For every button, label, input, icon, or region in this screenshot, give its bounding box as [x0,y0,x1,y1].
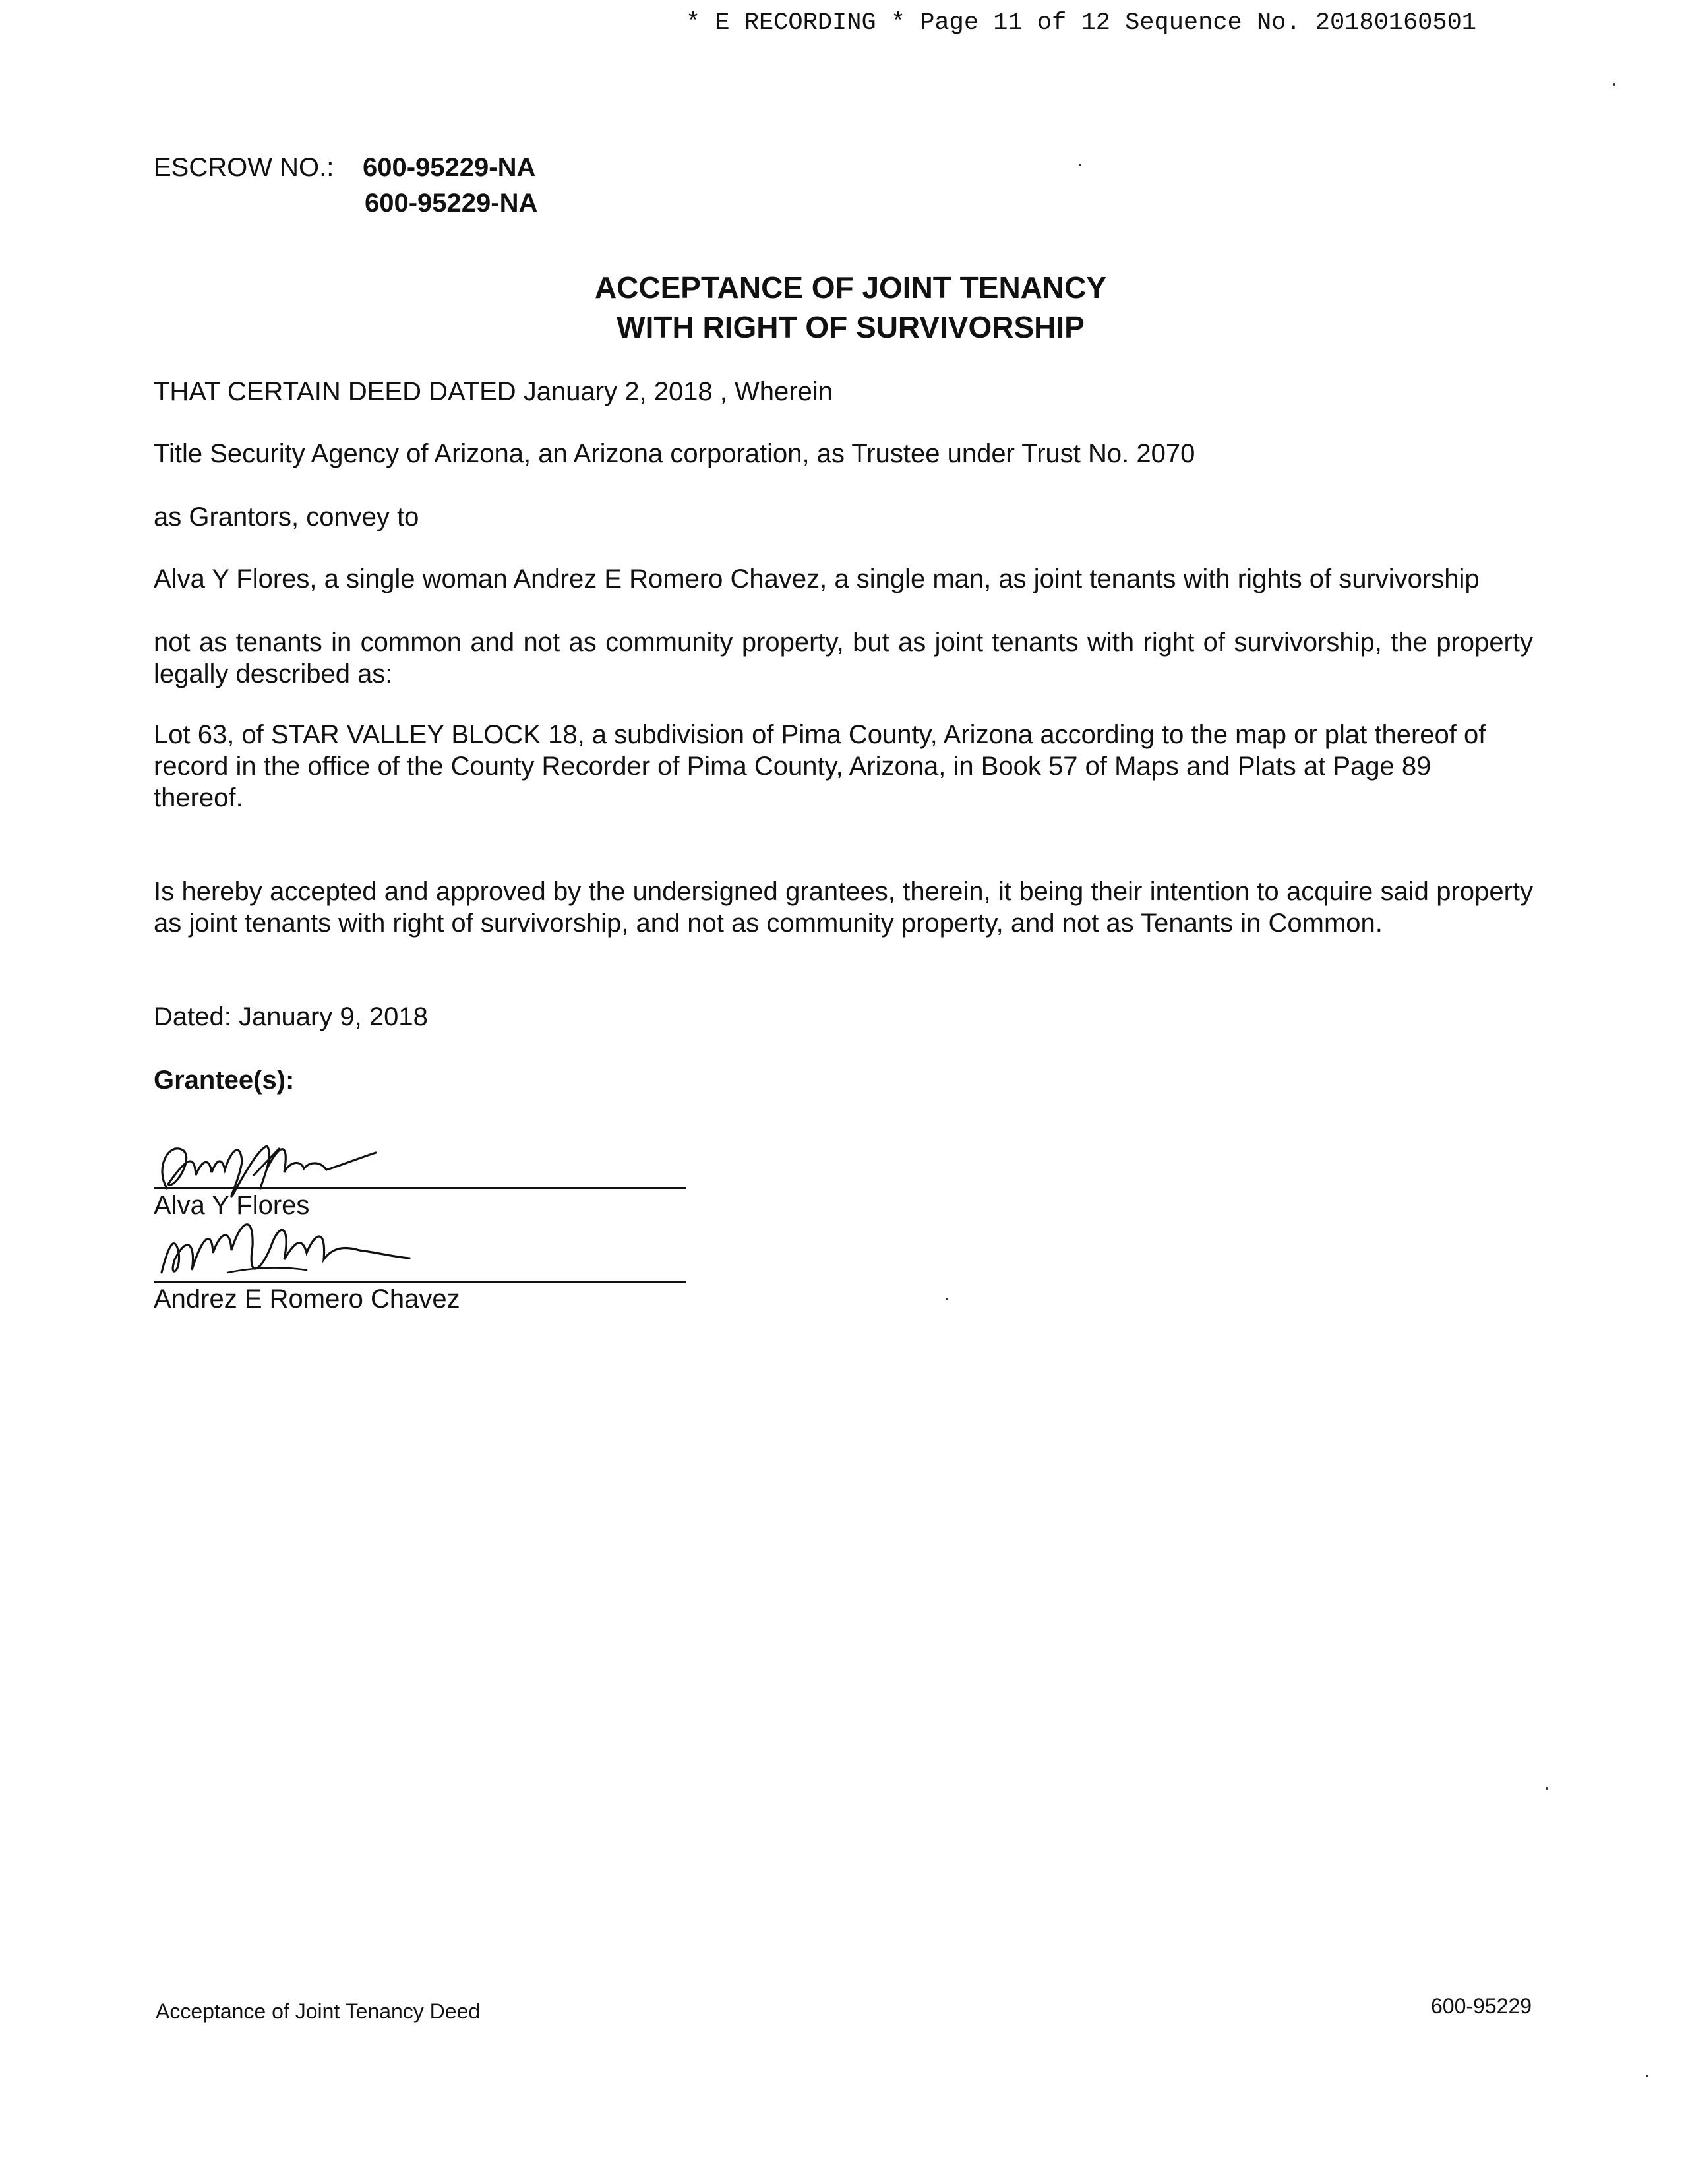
escrow-number-primary: 600-95229-NA [363,153,536,182]
document-title [356,268,1345,347]
grantees-paragraph: Alva Y Flores, a single woman Andrez E Romero Chavez, a single man, as joint tenants with rights of survivorship [154,564,1480,593]
signature-andrez-romero-chavez [148,1207,412,1292]
signatory-name-2: Andrez E Romero Chavez [154,1285,460,1314]
scan-speck [1646,2075,1648,2077]
escrow-number-secondary: 600-95229-NA [365,189,538,218]
scan-speck [946,1298,948,1300]
dated-line: Dated: January 9, 2018 [154,1002,428,1031]
grantees-label: Grantee(s): [154,1066,295,1095]
footer-document-name: Acceptance of Joint Tenancy Deed [156,1999,481,2023]
scan-speck [1546,1787,1548,1790]
document-title-line-2: WITH RIGHT OF SURVIVORSHIP [617,310,1085,344]
convey-paragraph: as Grantors, convey to [154,502,419,531]
escrow-label: ESCROW NO.: [154,153,334,182]
document-title-line-1: ACCEPTANCE OF JOINT TENANCY [594,270,1107,305]
deed-dated-paragraph: THAT CERTAIN DEED DATED January 2, 2018 , Wherein [154,377,833,406]
acceptance-paragraph: Is hereby accepted and approved by the undersigned grantees, therein, it being their intention to acquire said property as joint tenants with right of survivorship, and not as community property, and not as Tenants in Common. [154,877,1533,938]
signature-line-2 [154,1281,686,1283]
recording-header: * E RECORDING * Page 11 of 12 Sequence No. 20180160501 [686,9,1476,37]
signature-line-1 [154,1187,686,1189]
signatory-name-1: Alva Y Flores [154,1191,310,1220]
legal-description-paragraph: Lot 63, of STAR VALLEY BLOCK 18, a subdivision of Pima County, Arizona according to the map or plat thereof of record in the office of the County Recorder of Pima County, Arizona, in Book 57 of Maps and Plats at Page 89 thereof. [154,720,1486,812]
tenancy-paragraph: not as tenants in common and not as community property, but as joint tenants with right of survivorship, the property legally described as: [154,628,1533,688]
scan-speck [1079,164,1081,166]
footer-escrow-number: 600-95229 [1431,1994,1532,2018]
grantor-paragraph: Title Security Agency of Arizona, an Arizona corporation, as Trustee under Trust No. 2070 [154,439,1195,468]
scan-speck [1613,83,1615,86]
